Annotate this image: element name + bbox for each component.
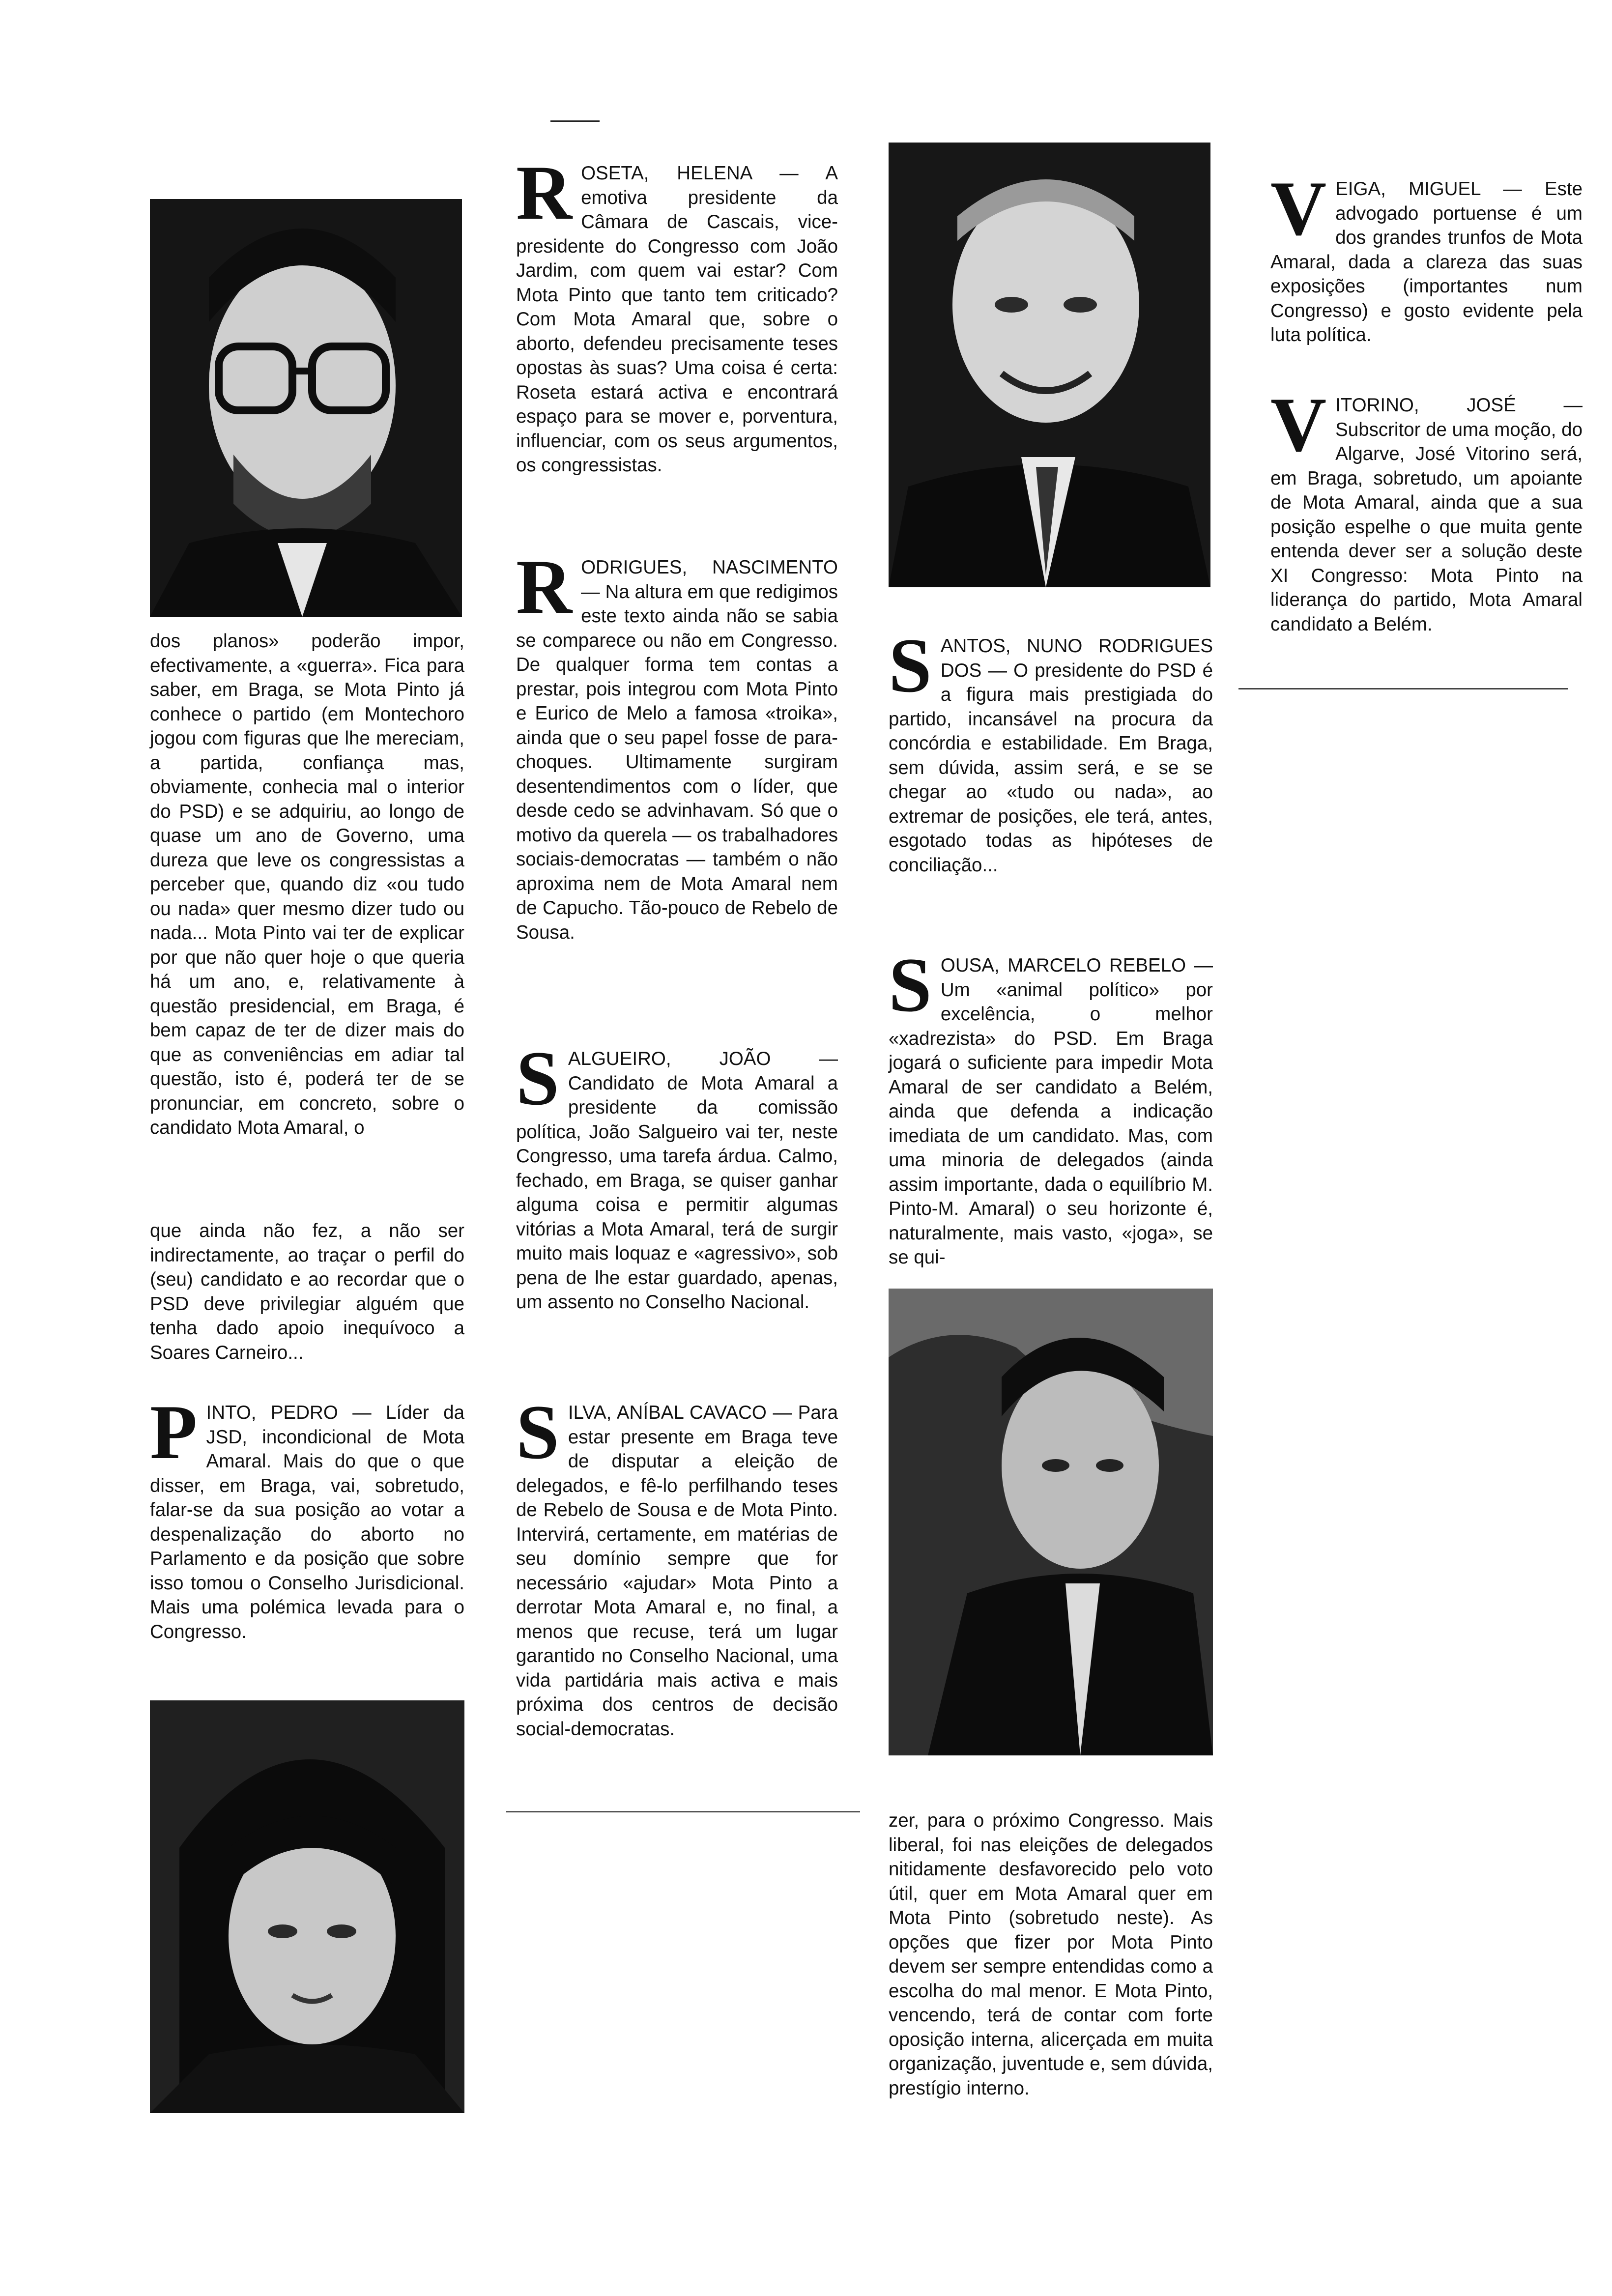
entry-silva-initial: S: [516, 1389, 559, 1475]
entry-rodrigues-text: ODRIGUES, NASCIMENTO — Na altura em que redigimos este texto ainda não se sabia se comparece ou não em Congresso. De qualquer forma tem contas a prestar, pois integrou com Mota Pinto e Eurico de Melo a famosa «troika», ainda que o seu papel fosse de para-choques. Ultimamente surgiram desentendimentos com o líder, que desde cedo se advinhavam. Só que o motivo da querela — os trabalhadores sociais-democratas — também o não aproxima nem de Mota Amaral nem de Capucho. Tão-pouco de Rebelo de Sousa.: [516, 557, 838, 943]
entry-veiga-miguel: [1270, 166, 1583, 347]
column-bottom-rule: [506, 1811, 860, 1812]
entry-salgueiro-text: ALGUEIRO, JOÃO — Candidato de Mota Amaral a presidente da comissão política, João Salgueiro vai ter, neste Congresso, uma tarefa árdua. Calmo, fechado, em Braga, se quiser ganhar alguma coisa e permitir algumas vitórias a Mota Amaral, terá de surgir muito mais loquaz e «agressivo», sob pena de lhe estar guardado, apenas, um assento no Conselho Nacional.: [516, 1048, 838, 1313]
entry-salgueiro-joao: [516, 1035, 838, 1315]
entry-roseta-initial: R: [516, 150, 573, 236]
entry-veiga-initial: V: [1270, 166, 1327, 252]
article-continuation-bottom: [150, 1219, 464, 1365]
entry-pinto-text: INTO, PEDRO — Líder da JSD, incondicional de Mota Amaral. Mais do que o que disser, em Braga, vai, sobretudo, falar-se da sua posição ao votar a despenalização do aborto no Parlamento e da posição que sobre isso tomou o Conselho Jurisdicional. Mais uma polémica levada para o Congresso.: [150, 1402, 464, 1642]
entry-silva-text: ILVA, ANÍBAL CAVACO — Para estar presente em Braga teve de disputar a eleição de delegados, e fê-lo perfilhando teses de Rebelo de Sousa e de Mota Pinto. Intervirá, certamente, em matérias de seu domínio sempre que for necessário «ajudar» Mota Pinto a derrotar Mota Amaral e, no final, a menos que recuse, terá um lugar garantido no Conselho Nacional, uma vida partidária mais activa e mais próxima dos centros de decisão social-democratas.: [516, 1402, 838, 1740]
entry-veiga-text: EIGA, MIGUEL — Este advogado portuense é um dos grandes trunfos de Mota Amaral, dada a clareza das suas exposições (importantes num Congresso) e gosto evidente pela luta política.: [1270, 178, 1583, 345]
column-top-rule: [550, 120, 600, 122]
entry-sousa-text: OUSA, MARCELO REBELO — Um «animal político» por excelência, o melhor «xadrezista» do PSD. Em Braga jogará o suficiente para impedir Mota Amaral de ser candidato a Belém, ainda que defenda a indicação imediata de um candidato. Mas, com uma minoria de delegados (ainda assim importante, dada o equilíbrio M. Pinto-M. Amaral) o seu horizonte é, naturalmente, mais vasto, «joga», se se qui-: [889, 955, 1213, 1268]
entry-sousa-marcelo-rebelo: [889, 942, 1213, 1270]
article-continuation-top: [150, 629, 464, 1140]
article-continuation-top-text: dos planos» poderão impor, efectivamente, a «guerra». Fica para saber, em Braga, se Mota Pinto já conhece o partido (em Montechoro jogou com figuras que lhe mereciam, a partida, confiança mas, obviamente, conhecia mal o interior do PSD) e se adquiriu, ao longo de quase um ano de Governo, uma dureza que leve os congressistas a perceber que, quando diz «ou tudo ou nada» quer mesmo dizer tudo ou nada... Mota Pinto vai ter de explicar por que não quer hoje o que queria há um ano, e, relativamente à questão presidencial, em Braga, é bem capaz de ter de dizer mais do que as conveniências em adiar tal questão, isto é, poderá ter de se pronunciar, em concreto, sobre o candidato Mota Amaral, o: [150, 631, 464, 1138]
entry-silva-anibal-cavaco: [516, 1389, 838, 1741]
entry-roseta-text: OSETA, HELENA — A emotiva presidente da Câmara de Cascais, vice-presidente do Congresso com João Jardim, com quem vai estar? Com Mota Pinto que tanto tem criticado? Com Mota Amaral que, sobre o aborto, defendeu precisamente teses opostas às suas? Uma coisa é certa: Roseta estará activa e encontrará espaço para se mover e, porventura, influenciar, com os seus argumentos, os congressistas.: [516, 163, 838, 476]
entry-santos-nuno-rodrigues: [889, 623, 1213, 877]
portrait-photo-nuno-rodrigues-santos: [889, 143, 1210, 587]
entry-vitorino-jose: [1270, 382, 1583, 636]
entry-vitorino-text: ITORINO, JOSÉ — Subscritor de uma moção, do Algarve, José Vitorino será, em Braga, sobretudo, um apoiante de Mota Amaral, ainda que a sua posição espelhe o que muita gente entenda dever ser a solução deste XI Congresso: Mota Pinto na liderança do partido, Mota Amaral candidato a Belém.: [1270, 395, 1583, 635]
entry-sousa-continued: [889, 1808, 1213, 2100]
entry-salgueiro-initial: S: [516, 1035, 559, 1121]
portrait-photo-mota-pinto: [150, 199, 462, 617]
entry-pinto-pedro: [150, 1389, 464, 1644]
entry-sousa-initial: S: [889, 942, 932, 1028]
entry-rodrigues-initial: R: [516, 544, 573, 630]
portrait-photo-pedro-pinto: [150, 1700, 464, 2113]
column-end-rule: [1238, 688, 1568, 689]
entry-pinto-initial: P: [150, 1389, 198, 1475]
portrait-photo-marcelo-rebelo-sousa: [889, 1289, 1213, 1755]
entry-sousa-continued-text: zer, para o próximo Congresso. Mais liberal, foi nas eleições de delegados nitidamente desfavorecido pelo voto útil, quer em Mota Amaral quer em Mota Pinto (sobretudo neste). As opções que fizer por Mota Pinto devem ser sempre entendidas como a escolha do mal menor. E Mota Pinto, vencendo, terá de contar com forte oposição interna, alicerçada em muita organização, juventude e, sem dúvida, prestígio interno.: [889, 1810, 1213, 2099]
entry-roseta-helena: [516, 150, 838, 478]
entry-vitorino-initial: V: [1270, 382, 1327, 468]
entry-rodrigues-nascimento: [516, 544, 838, 945]
article-continuation-bottom-text: que ainda não fez, a não ser indirectamente, ao traçar o perfil do (seu) candidato e ao recordar que o PSD deve privilegiar alguém que tenha dado apoio inequívoco a Soares Carneiro...: [150, 1220, 464, 1363]
entry-santos-text: ANTOS, NUNO RODRIGUES DOS — O presidente do PSD é a figura mais prestigiada do partido, incansável na procura da concórdia e estabilidade. Em Braga, sem dúvida, assim será, e se se chegar ao «tudo ou nada», ao extremar de posições, ele terá, antes, esgotado todas as hipóteses de conciliação...: [889, 635, 1213, 876]
entry-santos-initial: S: [889, 623, 932, 709]
